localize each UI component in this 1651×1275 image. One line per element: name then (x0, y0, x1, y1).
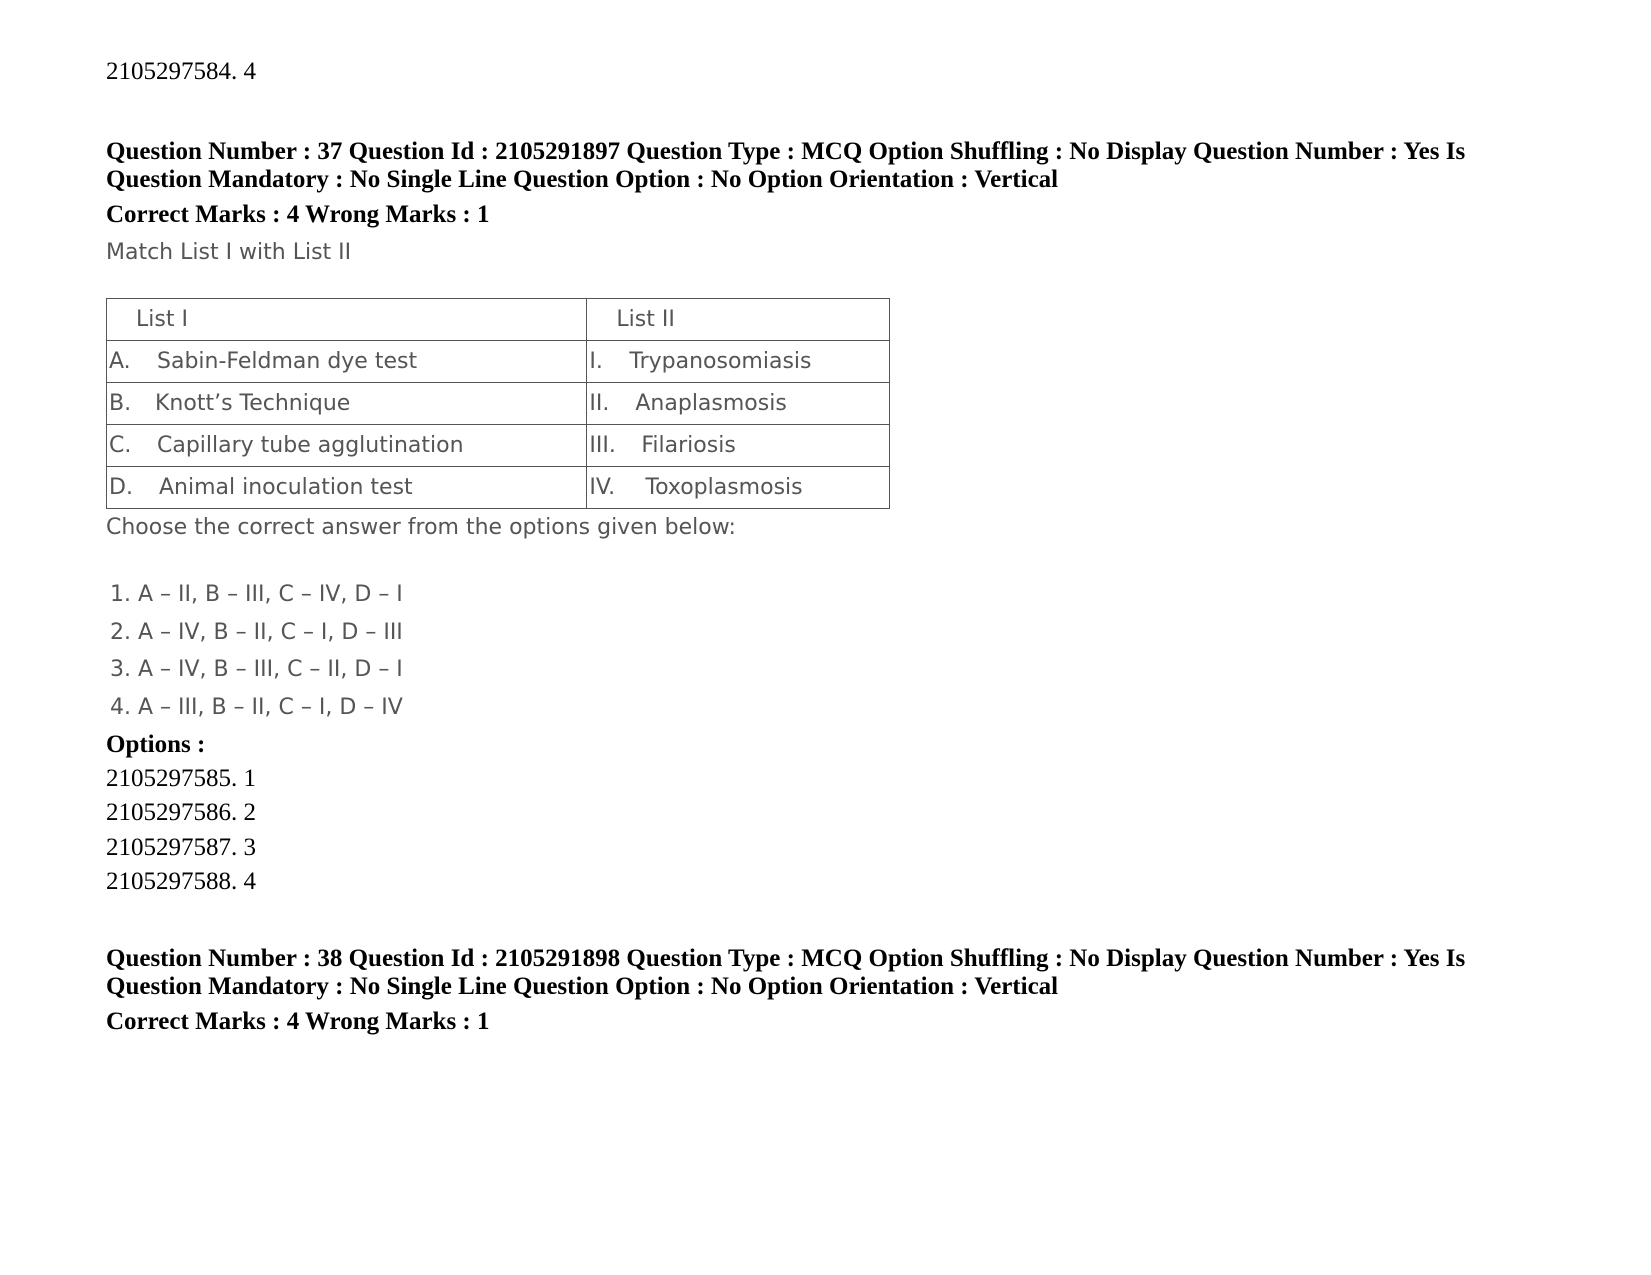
previous-option: 2105297584. 4 (106, 58, 256, 85)
table-row (107, 341, 890, 383)
table-header-row (107, 299, 890, 341)
option-item: 2105297586. 2 (106, 799, 256, 826)
table-row (107, 383, 890, 425)
list1-item: Capillary tube agglutination (157, 433, 464, 458)
list1-marker: A. (109, 349, 131, 374)
list1-header: List I (136, 307, 188, 332)
q37-marks: Correct Marks : 4 Wrong Marks : 1 (106, 201, 490, 228)
match-table (106, 298, 890, 509)
list2-marker: II. (589, 391, 610, 416)
q37-header-line2: Question Mandatory : No Single Line Question Option : No Option Orientation : Vertical (106, 166, 1059, 193)
option-item: 2105297588. 4 (106, 868, 256, 895)
list1-item: Animal inoculation test (159, 475, 413, 500)
list2-item: Trypanosomiasis (629, 349, 812, 374)
list1-item: Knott’s Technique (155, 391, 351, 416)
answer-choice: 4. A – III, B – II, C – I, D – IV (110, 694, 403, 720)
q37-header-line1: Question Number : 37 Question Id : 2105291897 Question Type : MCQ Option Shuffling : No Display Question Number : Yes Is (106, 138, 1466, 165)
list2-header: List II (616, 307, 675, 332)
answer-choice: 2. A – IV, B – II, C – I, D – III (110, 619, 403, 645)
list2-marker: I. (589, 349, 603, 374)
option-item: 2105297587. 3 (106, 834, 256, 861)
list2-marker: IV. (589, 475, 616, 500)
q37-instruction: Match List I with List II (106, 240, 352, 265)
answer-choice: 3. A – IV, B – III, C – II, D – I (110, 657, 403, 682)
list1-marker: D. (109, 475, 133, 500)
options-label: Options : (106, 731, 206, 758)
choose-instruction: Choose the correct answer from the options given below: (106, 515, 736, 540)
q38-header-line1: Question Number : 38 Question Id : 2105291898 Question Type : MCQ Option Shuffling : No Display Question Number : Yes Is (106, 945, 1466, 972)
list1-marker: C. (109, 433, 132, 458)
list1-item: Sabin-Feldman dye test (157, 349, 418, 374)
answer-choice: 1. A – II, B – III, C – IV, D – I (110, 582, 403, 607)
list2-item: Toxoplasmosis (645, 475, 803, 500)
list2-marker: III. (589, 433, 616, 458)
table-row (107, 467, 890, 509)
q38-marks: Correct Marks : 4 Wrong Marks : 1 (106, 1008, 490, 1035)
q38-header-line2: Question Mandatory : No Single Line Question Option : No Option Orientation : Vertical (106, 973, 1059, 1000)
table-row (107, 425, 890, 467)
list1-marker: B. (109, 391, 132, 416)
list2-item: Anaplasmosis (635, 391, 787, 416)
list2-item: Filariosis (641, 433, 736, 458)
option-item: 2105297585. 1 (106, 765, 256, 792)
answer-choice-list (110, 576, 403, 726)
